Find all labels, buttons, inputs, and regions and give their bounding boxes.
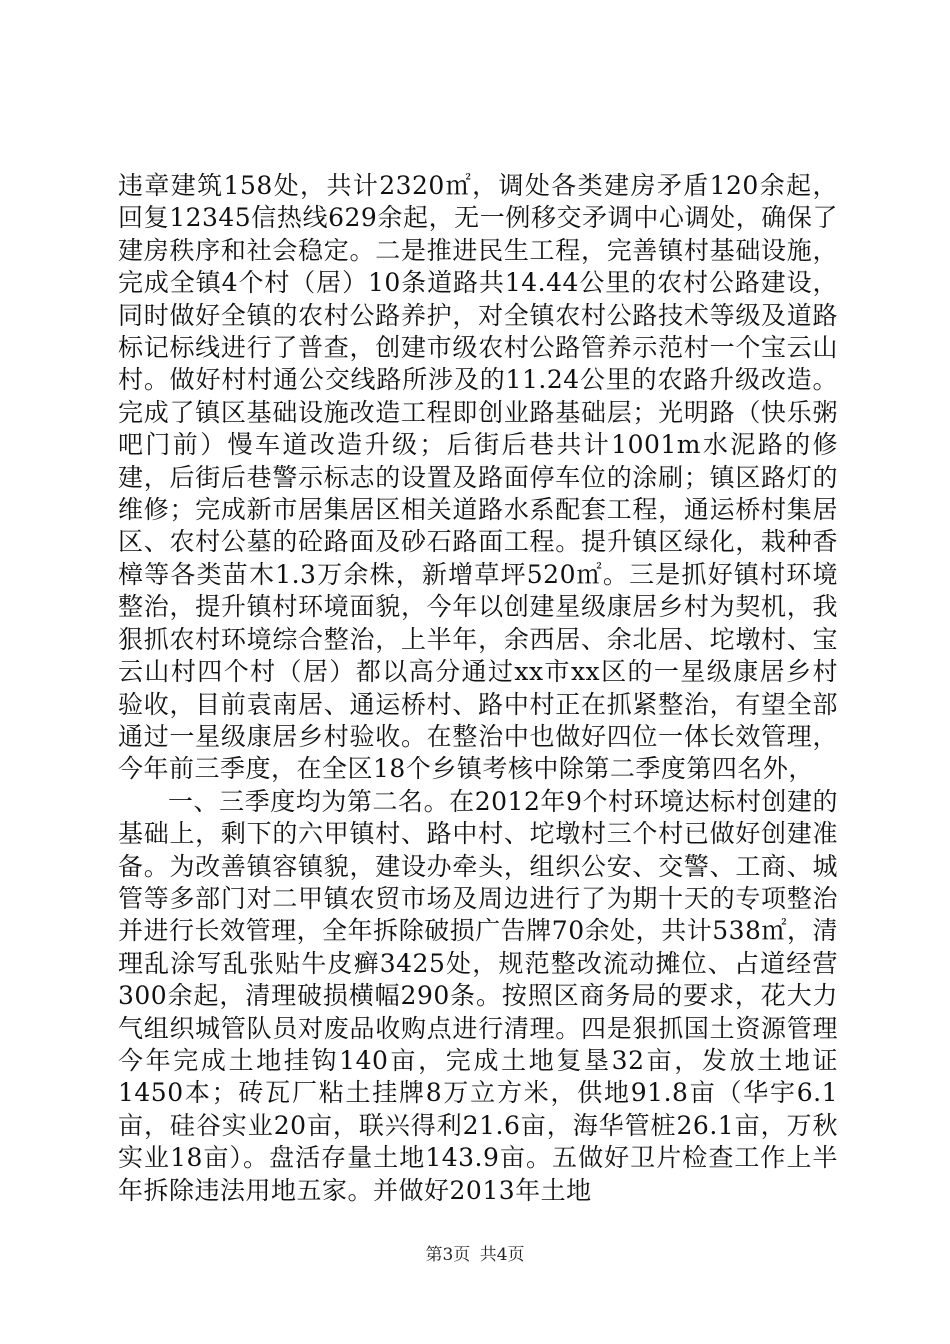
page-number: 第3页 bbox=[425, 1245, 471, 1265]
paragraph-indented: 一、三季度均为第二名。在2012年9个村环境达标村创建的基础上，剩下的六甲镇村、路中村、坨墩村三个村已做好创建准备。为改善镇容镇貌，建设办牵头，组织公安、交警、工商、城管等多部门对二甲镇农贸市场及周边进行了为期十天的专项整治并进行长效管理，全年拆除破损广告牌70余处，共计538㎡，清理乱涂写乱张贴牛皮癣3425处，规范整改流动摊位、占道经营300余起，清理破损横幅290条。按照区商务局的要求，花大力气组织城管队员对废品收购点进行清理。四是狠抓国土资源管理今年完成土地挂钩140亩，完成土地复垦32亩，发放土地证1450本；砖瓦厂粘土挂牌8万立方米，供地91.8亩（华宇6.1亩，硅谷实业20亩，联兴得利21.6亩，海华管桩26.1亩，万秋实业18亩）。盘活存量土地143.9亩。五做好卫片检查工作上半年拆除违法用地五家。并做好2013年土地 bbox=[118, 786, 838, 1205]
document-body bbox=[118, 170, 838, 1207]
page-total: 共4页 bbox=[479, 1245, 525, 1265]
page-footer bbox=[0, 1240, 950, 1265]
paragraph-continued: 违章建筑158处，共计2320㎡，调处各类建房矛盾120余起，回复12345信热线629余起，无一例移交矛调中心调处，确保了建房秩序和社会稳定。二是推进民生工程，完善镇村基础设施，完成全镇4个村（居）10条道路共14.44公里的农村公路建设，同时做好全镇的农村公路养护，对全镇农村公路技术等级及道路标记标线进行了普查，创建市级农村公路管养示范村一个宝云山村。做好村村通公交线路所涉及的11.24公里的农路升级改造。完成了镇区基础设施改造工程即创业路基础层；光明路（快乐粥吧门前）慢车道改造升级；后街后巷共计1001m水泥路的修建，后街后巷警示标志的设置及路面停车位的涂刷；镇区路灯的维修；完成新市居集居区相关道路水系配套工程，通运桥村集居区、农村公墓的砼路面及砂石路面工程。提升镇区绿化，栽种香樟等各类苗木1.3万余株，新增草坪520㎡。三是抓好镇村环境整治，提升镇村环境面貌，今年以创建星级康居乡村为契机，我狠抓农村环境综合整治，上半年，余西居、余北居、坨墩村、宝云山村四个村（居）都以高分通过xx市xx区的一星级康居乡村验收，目前袁南居、通运桥村、路中村正在抓紧整治，有望全部通过一星级康居乡村验收。在整治中也做好四位一体长效管理，今年前三季度，在全区18个乡镇考核中除第二季度第四名外， bbox=[118, 171, 838, 784]
